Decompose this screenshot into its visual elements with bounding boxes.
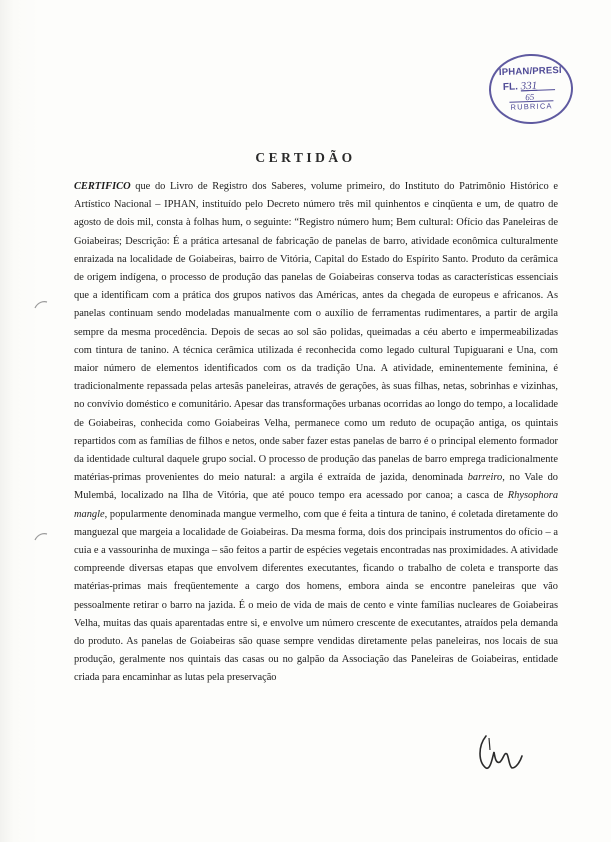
certificate-body <box>74 178 558 688</box>
certificate-paragraph <box>74 178 558 688</box>
punch-mark-icon <box>34 532 48 542</box>
italic-species: Rhysophora mangle <box>74 490 559 520</box>
paragraph-text-2: , no Vale do Mulembá, localizado na Ilha de Vitória, que até pouco tempo era acessado por canoa; a casca de <box>74 472 559 502</box>
paragraph-text: que do Livro de Registro dos Saberes, volume primeiro, do Instituto do Patrimônio Histórico e Artístico Nacional – IPHAN, instituído pelo Decreto número três mil quinhentos e cinqüenta e um, de quatro de agosto de dois mil, consta à folhas hum, o seguinte: “Registro número hum; Bem cultural: Ofício das Paneleiras de Goiabeiras; Descrição: É a prática artesanal de fabricação de panelas de barro, atividade econômica culturalmente enraizada na localidade de Goiabeiras, bairro de Vitória, Capital do Estado do Espírito Santo. Produto da cerâmica de origem indígena, o processo de produção das panelas de Goiabeiras conserva todas as características essenciais que a identificam com a prática dos grupos nativos das Américas, antes da chegada de europeus e africanos. As panelas continuam sendo modeladas manualmente com o auxílio de ferramentas rudimentares, a partir de argila sempre da mesma procedência. Depois de secas ao sol são polidas, queimadas a céu aberto e impermeabilizadas com tintura de tanino. A técnica cerâmica utilizada é reconhecida como legado cultural Tupiguarani e Una, com maior número de elementos identificados com os da tradição Una. A atividade, eminentemente feminina, é tradicionalmente repassada pelas artesãs paneleiras, através de gerações, às suas filhas, netas, sobrinhas e vizinhas, no convívio doméstico e comunitário. Apesar das transformações urbanas ocorridas ao longo do tempo, a localidade de Goiabeiras, conhecida como Goiabeiras Velha, permanece como um reduto de ocupação antiga, os quintais repartidos com as famílias de filhos e netos, onde saber fazer estas panelas de barro é o principal elemento formador da identidade cultural daquele grupo social. O processo de produção das panelas de barro emprega tradicionalmente matérias-primas provenientes do meio natural: a argila é extraída de jazida, denominada <box>74 181 558 484</box>
stamp-fl-number: 331 <box>520 79 538 93</box>
stamp-fl-label: FL. <box>502 81 519 93</box>
stamp-rubrica: RUBRICA <box>510 101 553 112</box>
italic-term: barreiro <box>467 472 503 484</box>
punch-mark-icon <box>34 300 48 310</box>
stamp-fl-sub: 65 <box>525 91 535 103</box>
iphan-folio-stamp <box>488 53 574 126</box>
stamp-line <box>521 89 555 91</box>
document-title: CERTIDÃO <box>255 150 356 165</box>
first-word: CERTIFICO <box>74 181 131 192</box>
paragraph-text-3: , popularmente denominada mangue vermelho, com que é feita a tintura de tanino, é coletada diretamente do manguezal que margeia a localidade de Goiabeiras. Da mesma forma, dois dos principais instrumentos do ofício – a cuia e a vassourinha de muxinga – são feitos a partir de espécies vegetais encontradas nas proximidades. A atividade compreende diversas etapas que envolvem diferentes executantes, ficando o trabalho de coleta e transporte das matérias-primas mais freqüentemente a cargo dos homens, embora ainda se encontre paneleiras que vão pessoalmente retirar o barro na jazida. É o meio de vida de mais de cento e vinte famílias nucleares de Goiabeiras Velha, muitas das quais aparentadas entre si, e envolve um número crescente de executantes, atraídos pela demanda do produto. As panelas de Goiabeiras são quase sempre vendidas diretamente pelas paneleiras, nos locais de sua produção, geralmente nos quintais das casas ou no galpão da Associação das Paneleiras de Goiabeiras, entidade criada para encaminhar as lutas pela preservação <box>74 508 558 684</box>
signature-icon <box>476 728 526 776</box>
stamp-org: IPHAN/PRESI <box>498 64 563 79</box>
